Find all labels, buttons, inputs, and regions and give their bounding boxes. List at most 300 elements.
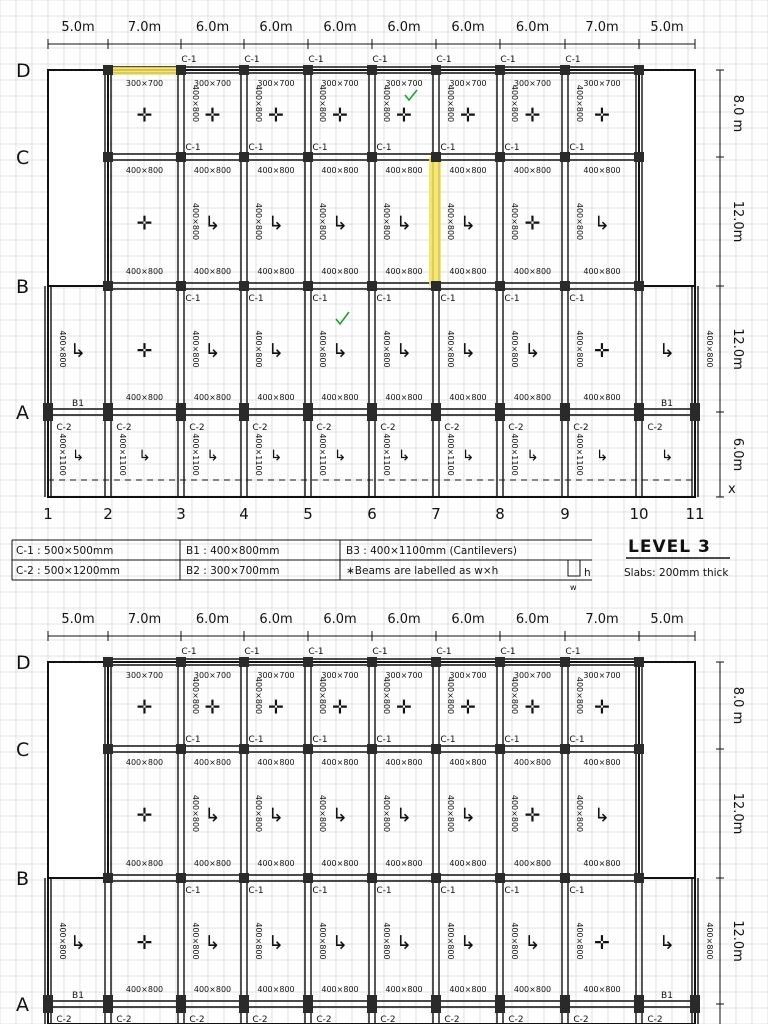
two-way-slab-symbol: ✛: [396, 696, 412, 719]
one-way-slab-symbol: ↳: [332, 212, 348, 235]
one-way-slab-symbol: ↳: [268, 212, 284, 235]
cantilever-right: [639, 662, 695, 878]
beam-size-label-vertical: 400×800: [510, 794, 519, 833]
one-way-slab-symbol: ↳: [204, 932, 221, 954]
column-label: C-2: [573, 1015, 589, 1024]
column-c2: [43, 403, 53, 421]
two-way-slab-symbol: ✛: [594, 932, 610, 954]
column-c2: [303, 995, 313, 1013]
column-c1: [239, 65, 249, 75]
one-way-slab-symbol: ↳: [594, 804, 610, 827]
two-way-slab-symbol: ✛: [594, 696, 610, 719]
beam-size-label: 400×800: [257, 859, 295, 868]
column-c1: [303, 281, 313, 291]
column-label: C-1: [185, 886, 201, 896]
column-c1: [303, 873, 313, 883]
beam-size-label-vertical: 400×800: [382, 794, 391, 833]
column-c2: [495, 995, 505, 1013]
two-way-slab-symbol: ✛: [136, 340, 153, 362]
two-way-slab-symbol: ✛: [396, 104, 412, 127]
x-spacing-label: 7.0m: [585, 612, 619, 627]
one-way-slab-symbol: ↳: [659, 340, 675, 362]
one-way-slab-symbol: ↳: [332, 932, 348, 954]
y-spacing-label: 12.0m: [730, 200, 745, 243]
column-label: C-1: [181, 647, 197, 657]
beam-size-label-vertical: 400×800: [318, 922, 327, 960]
column-label: C-1: [181, 55, 197, 65]
beam-size-label-vertical: 400×800: [510, 922, 519, 960]
two-way-slab-symbol: ✛: [332, 696, 348, 719]
column-label: C-1: [312, 886, 328, 896]
beam-size-label-vertical: 400×1100: [510, 433, 519, 476]
column-c1: [560, 657, 570, 667]
beam-size-label-vertical: 400×800: [382, 330, 391, 368]
column-c1: [634, 873, 644, 883]
x-spacing-label: 6.0m: [515, 612, 550, 627]
beam-size-label-vertical: 400×800: [318, 202, 327, 241]
column-c1: [303, 657, 313, 667]
beam-size-label-vertical: 400×800: [446, 330, 455, 368]
beam-size-label: 400×800: [385, 166, 423, 175]
one-way-slab-symbol: ↳: [71, 446, 85, 465]
beam-size-label: 300×700: [513, 671, 552, 680]
check-mark-icon: [336, 312, 349, 324]
column-c2: [634, 403, 644, 421]
beam-size-label: 400×800: [193, 267, 232, 276]
beam-size-label: 300×700: [125, 79, 164, 88]
beam-size-label-vertical: 400×800: [510, 330, 519, 368]
column-label: C-2: [508, 423, 524, 433]
x-spacing-label: 6.0m: [387, 612, 421, 627]
x-spacing-label: 6.0m: [195, 20, 230, 35]
column-c2: [176, 403, 186, 421]
column-c1: [634, 657, 644, 667]
column-label: C-1: [569, 735, 585, 745]
beam-size-label-vertical: 400×1100: [58, 433, 67, 476]
column-c1: [176, 873, 186, 883]
column-label: C-2: [444, 423, 460, 433]
datum-marker: x: [728, 482, 736, 497]
beam-size-label: 400×800: [513, 393, 552, 402]
two-way-slab-symbol: ✛: [136, 104, 153, 127]
legend-c2: C-2 : 500×1200mm: [16, 565, 121, 577]
column-gridline-label: 1: [43, 505, 53, 523]
one-way-slab-symbol: ↳: [659, 932, 675, 954]
level-3-plan: [16, 20, 745, 523]
beam-size-label-vertical: 400×800: [382, 676, 391, 715]
column-c1: [560, 152, 570, 162]
column-gridline-label: 2: [103, 505, 113, 523]
beam-size-label-vertical: 400×800: [510, 676, 519, 715]
beam-size-label-vertical: 400×800: [318, 330, 327, 368]
one-way-slab-symbol: ↳: [526, 446, 539, 465]
y-spacing-label: 12.0m: [730, 792, 745, 835]
column-c1: [431, 873, 441, 883]
beam-size-label-vertical: 400×800: [382, 202, 391, 241]
one-way-slab-symbol: ↳: [396, 804, 412, 827]
beam-size-label: 300×700: [583, 79, 621, 88]
column-label: C-2: [647, 423, 663, 433]
beam-size-label-vertical: 400×800: [191, 676, 200, 715]
beam-size-label: 400×800: [513, 758, 552, 767]
column-c1: [239, 281, 249, 291]
column-c2: [367, 403, 377, 421]
column-label: C-2: [56, 1015, 72, 1024]
x-spacing-label: 5.0m: [650, 612, 684, 627]
beam-size-label: 400×800: [385, 393, 423, 402]
column-label: C-1: [500, 55, 516, 65]
beam-size-label: 400×800: [257, 758, 295, 767]
beam-size-label-vertical: 400×800: [446, 794, 455, 833]
beam-size-label: 400×800: [449, 859, 487, 868]
beam-b1-label: B1: [661, 399, 673, 409]
column-c1: [367, 657, 377, 667]
column-c1: [634, 281, 644, 291]
column-label: C-2: [380, 1015, 396, 1024]
one-way-slab-symbol: ↳: [595, 446, 609, 465]
column-label: C-1: [440, 294, 456, 304]
two-way-slab-symbol: ✛: [136, 804, 153, 827]
slab-note: Slabs: 200mm thick: [624, 567, 729, 579]
beam-size-label: 400×800: [193, 985, 232, 994]
beam-size-label: 400×800: [257, 393, 295, 402]
column-label: C-1: [308, 55, 324, 65]
legend-table: [12, 540, 592, 592]
beam-size-label: 400×800: [583, 758, 621, 767]
beam-size-label-vertical: 400×800: [191, 794, 200, 833]
beam-size-label-vertical: 400×800: [510, 84, 519, 123]
one-way-slab-symbol: ↳: [660, 446, 674, 465]
column-c2: [690, 403, 700, 421]
column-c1: [239, 873, 249, 883]
column-label: C-2: [189, 423, 205, 433]
column-c1: [303, 152, 313, 162]
beam-size-label: 400×800: [583, 166, 621, 175]
one-way-slab-symbol: ↳: [204, 804, 221, 827]
beam-size-label-vertical: 400×1100: [254, 433, 263, 476]
beam-size-label-vertical: 400×800: [318, 794, 327, 833]
beam-size-label-vertical: 400×800: [446, 676, 455, 715]
legend-c1: C-1 : 500×500mm: [16, 545, 114, 557]
column-c1: [367, 152, 377, 162]
x-spacing-label: 6.0m: [195, 612, 230, 627]
cantilever-left: [48, 662, 108, 878]
beam-size-label-vertical: 400×800: [575, 794, 584, 833]
two-way-slab-symbol: ✛: [332, 104, 348, 127]
x-spacing-label: 6.0m: [515, 20, 550, 35]
column-c1: [176, 657, 186, 667]
beam-size-label: 400×800: [583, 393, 621, 402]
column-c1: [560, 281, 570, 291]
one-way-slab-symbol: ↳: [206, 446, 219, 465]
column-label: C-1: [376, 735, 392, 745]
column-label: C-1: [436, 55, 452, 65]
beam-size-label-vertical: 400×800: [382, 84, 391, 123]
beam-size-label: 400×800: [125, 166, 164, 175]
beam-size-label-vertical: 400×800: [191, 202, 200, 241]
one-way-slab-symbol: ↳: [396, 932, 412, 954]
column-label: C-2: [647, 1015, 663, 1024]
column-label: C-1: [376, 294, 392, 304]
column-c1: [103, 152, 113, 162]
beam-size-label: 300×700: [321, 671, 359, 680]
beam-size-label: 400×800: [449, 166, 487, 175]
beam-size-label-vertical: 400×800: [254, 330, 263, 368]
column-c1: [495, 873, 505, 883]
column-c1: [239, 744, 249, 754]
beam-size-label: 300×700: [193, 79, 232, 88]
beam-size-label-vertical: 400×800: [575, 202, 584, 241]
column-gridline-label: 5: [303, 505, 313, 523]
column-c2: [239, 403, 249, 421]
beam-size-label-vertical: 400×800: [254, 84, 263, 123]
column-label: C-1: [440, 886, 456, 896]
beam-size-label: 300×700: [321, 79, 359, 88]
two-way-slab-symbol: ✛: [204, 104, 221, 127]
column-c1: [431, 65, 441, 75]
column-c2: [103, 403, 113, 421]
legend-b2: B2 : 300×700mm: [186, 565, 280, 577]
column-c1: [560, 65, 570, 75]
column-c1: [176, 744, 186, 754]
column-c1: [176, 65, 186, 75]
beam-size-label: 300×700: [125, 671, 164, 680]
beam-size-label-vertical: 400×800: [254, 922, 263, 960]
column-label: C-2: [380, 423, 396, 433]
one-way-slab-symbol: ↳: [268, 932, 284, 954]
column-c1: [367, 744, 377, 754]
column-c1: [103, 281, 113, 291]
beam-size-label: 400×800: [321, 758, 359, 767]
y-spacing-label: 8.0 m: [730, 94, 745, 133]
column-label: C-2: [116, 423, 132, 433]
beam-size-label-vertical: 400×1100: [382, 433, 391, 476]
beam-size-label: 400×800: [385, 758, 423, 767]
column-c2: [431, 403, 441, 421]
two-way-slab-symbol: ✛: [524, 104, 541, 127]
one-way-slab-symbol: ↳: [269, 446, 283, 465]
two-way-slab-symbol: ✛: [136, 212, 153, 235]
highlighted-beam: [108, 67, 181, 75]
column-label: C-1: [376, 886, 392, 896]
column-label: C-1: [248, 886, 264, 896]
column-c1: [103, 744, 113, 754]
two-way-slab-symbol: ✛: [594, 340, 610, 362]
two-way-slab-symbol: ✛: [136, 696, 153, 719]
beam-size-label-vertical: 400×800: [254, 202, 263, 241]
two-way-slab-symbol: ✛: [204, 696, 221, 719]
x-spacing-label: 7.0m: [127, 612, 162, 627]
beam-size-label: 400×800: [321, 393, 359, 402]
beam-size-label-vertical: 400×800: [575, 330, 584, 368]
beam-size-label-vertical: 400×800: [58, 330, 67, 368]
beam-size-label: 300×700: [583, 671, 621, 680]
column-label: C-1: [185, 294, 201, 304]
beam-size-label: 300×700: [193, 671, 232, 680]
column-c1: [103, 65, 113, 75]
column-c2: [690, 995, 700, 1013]
column-label: C-2: [508, 1015, 524, 1024]
column-label: C-2: [116, 1015, 132, 1024]
beam-size-label-vertical: 400×1100: [446, 433, 455, 476]
column-label: C-1: [308, 647, 324, 657]
beam-size-label: 400×800: [257, 267, 295, 276]
row-gridline-label: A: [16, 994, 29, 1016]
two-way-slab-symbol: ✛: [524, 804, 541, 827]
two-way-slab-symbol: ✛: [524, 696, 541, 719]
column-label: C-2: [56, 423, 72, 433]
column-c1: [431, 152, 441, 162]
column-c1: [431, 744, 441, 754]
x-spacing-label: 6.0m: [323, 612, 357, 627]
beam-size-label-vertical: 400×800: [705, 922, 714, 960]
column-c1: [176, 152, 186, 162]
row-gridline-label: D: [16, 652, 31, 674]
legend-note-w: w: [570, 583, 577, 592]
beam-size-label-vertical: 400×1100: [318, 433, 327, 476]
beam-size-label: 400×800: [193, 859, 232, 868]
beam-size-label-vertical: 400×800: [446, 202, 455, 241]
beam-size-label-vertical: 400×800: [575, 84, 584, 123]
beam-size-label-vertical: 400×800: [191, 84, 200, 123]
beam-size-label: 400×800: [321, 985, 359, 994]
one-way-slab-symbol: ↳: [396, 212, 412, 235]
column-c1: [495, 152, 505, 162]
beam-size-label-vertical: 400×800: [705, 330, 714, 368]
column-c2: [303, 403, 313, 421]
cantilever-left: [48, 70, 108, 286]
column-label: C-1: [248, 143, 264, 153]
beam-size-label: 400×800: [513, 985, 552, 994]
beam-size-label: 400×800: [583, 267, 621, 276]
column-label: C-2: [252, 423, 268, 433]
beam-size-label: 400×800: [513, 267, 552, 276]
legend-b3: B3 : 400×1100mm (Cantilevers): [346, 545, 517, 557]
column-label: C-1: [244, 55, 260, 65]
column-label: C-1: [500, 647, 516, 657]
column-c2: [103, 995, 113, 1013]
beam-size-label: 400×800: [257, 166, 295, 175]
row-gridline-label: A: [16, 402, 29, 424]
x-spacing-label: 6.0m: [259, 612, 293, 627]
column-label: C-1: [312, 735, 328, 745]
x-spacing-label: 5.0m: [650, 20, 684, 35]
legend-note: ∗Beams are labelled as w×h: [346, 565, 499, 577]
one-way-slab-symbol: ↳: [268, 804, 284, 827]
beam-size-label-vertical: 400×800: [191, 330, 200, 368]
column-label: C-2: [316, 1015, 332, 1024]
beam-size-label-vertical: 400×800: [382, 922, 391, 960]
x-spacing-label: 7.0m: [585, 20, 619, 35]
beam-section-icon: [568, 560, 580, 576]
two-way-slab-symbol: ✛: [460, 104, 476, 127]
beam-size-label: 400×800: [125, 859, 164, 868]
one-way-slab-symbol: ↳: [460, 212, 476, 235]
two-way-slab-symbol: ✛: [136, 932, 153, 954]
column-label: C-2: [252, 1015, 268, 1024]
column-c2: [560, 403, 570, 421]
column-label: C-1: [244, 647, 260, 657]
column-label: C-1: [372, 647, 388, 657]
beam-size-label: 300×700: [449, 671, 487, 680]
column-label: C-2: [444, 1015, 460, 1024]
beam-size-label: 400×800: [193, 758, 232, 767]
one-way-slab-symbol: ↳: [460, 932, 476, 954]
column-label: C-1: [312, 143, 328, 153]
column-label: C-1: [504, 735, 520, 745]
beam-size-label: 400×800: [449, 267, 487, 276]
column-c1: [176, 281, 186, 291]
two-way-slab-symbol: ✛: [524, 212, 541, 235]
x-spacing-label: 6.0m: [387, 20, 421, 35]
x-spacing-label: 7.0m: [127, 20, 162, 35]
column-c1: [560, 744, 570, 754]
beam-size-label-vertical: 400×1100: [575, 433, 584, 476]
one-way-slab-symbol: ↳: [524, 932, 541, 954]
beam-size-label-vertical: 400×1100: [191, 433, 200, 476]
beam-size-label: 400×800: [449, 985, 487, 994]
two-way-slab-symbol: ✛: [268, 696, 284, 719]
beam-size-label-vertical: 400×800: [58, 922, 67, 960]
beam-size-label: 400×800: [193, 166, 232, 175]
one-way-slab-symbol: ↳: [396, 340, 412, 362]
column-c1: [634, 152, 644, 162]
x-spacing-label: 6.0m: [259, 20, 293, 35]
x-spacing-label: 5.0m: [61, 20, 95, 35]
beam-size-label-vertical: 400×800: [446, 922, 455, 960]
beam-size-label-vertical: 400×800: [446, 84, 455, 123]
column-c2: [367, 995, 377, 1013]
column-label: C-1: [504, 143, 520, 153]
beam-size-label: 400×800: [193, 393, 232, 402]
beam-size-label: 300×700: [385, 671, 423, 680]
column-c1: [367, 873, 377, 883]
column-c1: [634, 744, 644, 754]
column-label: C-1: [312, 294, 328, 304]
column-gridline-label: 9: [560, 505, 570, 523]
column-c1: [303, 744, 313, 754]
one-way-slab-symbol: ↳: [204, 212, 221, 235]
beam-size-label: 400×800: [321, 267, 359, 276]
one-way-slab-symbol: ↳: [138, 446, 151, 465]
column-gridline-label: 3: [176, 505, 186, 523]
beam-size-label: 300×700: [449, 79, 487, 88]
column-gridline-label: 4: [239, 505, 249, 523]
beam-size-label: 400×800: [257, 985, 295, 994]
beam-size-label-vertical: 400×800: [575, 922, 584, 960]
beam-size-label-vertical: 400×800: [254, 794, 263, 833]
one-way-slab-symbol: ↳: [460, 804, 476, 827]
column-label: C-1: [569, 294, 585, 304]
one-way-slab-symbol: ↳: [332, 340, 348, 362]
column-c1: [495, 65, 505, 75]
beam-size-label-vertical: 400×800: [191, 922, 200, 960]
column-c1: [495, 744, 505, 754]
x-spacing-label: 6.0m: [323, 20, 357, 35]
column-gridline-label: 8: [495, 505, 505, 523]
column-c2: [43, 995, 53, 1013]
column-gridline-label: 11: [685, 505, 705, 523]
column-c1: [495, 281, 505, 291]
column-label: C-2: [573, 423, 589, 433]
one-way-slab-symbol: ↳: [268, 340, 284, 362]
beam-size-label: 300×700: [513, 79, 552, 88]
column-c1: [560, 873, 570, 883]
column-label: C-1: [436, 647, 452, 657]
column-label: C-1: [376, 143, 392, 153]
one-way-slab-symbol: ↳: [594, 212, 610, 235]
one-way-slab-symbol: ↳: [70, 932, 86, 954]
